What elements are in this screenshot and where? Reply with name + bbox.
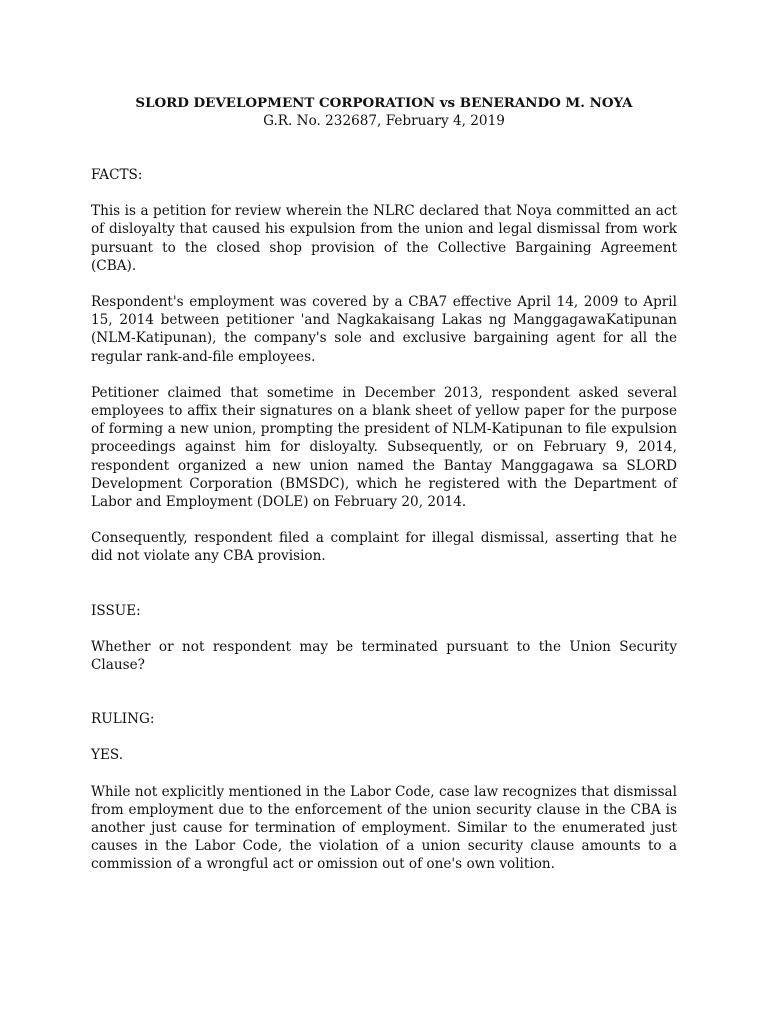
facts-paragraph-1: This is a petition for review wherein the NLRC declared that Noya committed an act of disloyalty that caused his expulsion from the union and legal dismissal from work pursuant to the closed shop provision of the Collective Bargaining Agreement (CBA). [91, 203, 677, 274]
facts-paragraph-4: Consequently, respondent filed a complaint for illegal dismissal, asserting that he did not violate any CBA provision. [91, 530, 677, 565]
facts-paragraph-3: Petitioner claimed that sometime in December 2013, respondent asked several employees to affix their signatures on a blank sheet of yellow paper for the purpose of forming a new union, prompting the president of NLM-Katipunan to file expulsion proceedings against him for disloyalty. Subsequently, or on February 9, 2014, respondent organized a new union named the Bantay Manggagawa sa SLORD Development Corporation (BMSDC), which he registered with the Department of Labor and Employment (DOLE) on February 20, 2014. [91, 384, 677, 511]
issue-heading: ISSUE: [91, 602, 141, 619]
facts-paragraph-2: Respondent's employment was covered by a CBA7 effective April 14, 2009 to April 15, 2014 between petitioner 'and Nagkakaisang Lakas ng ManggagawaKatipunan (NLM-Katipunan), the company's sole and exclusive bargaining agent for all the regular rank-and-file employees. [91, 294, 677, 365]
issue-text: Whether or not respondent may be terminated pursuant to the Union Security Clause? [91, 638, 677, 674]
case-title: SLORD DEVELOPMENT CORPORATION vs BENERANDO M. NOYA [135, 95, 633, 111]
document-body [91, 94, 677, 874]
ruling-heading: RULING: [91, 711, 155, 728]
case-citation: G.R. No. 232687, February 4, 2019 [263, 113, 505, 129]
facts-heading: FACTS: [91, 167, 143, 183]
ruling-text: While not explicitly mentioned in the Labor Code, case law recognizes that dismissal from employment due to the enforcement of the union security clause in the CBA is another just cause for termination of employment. Similar to the enumerated just causes in the Labor Code, the violation of a union security clause amounts to a commission of a wrongful act or omission out of one's own volition. [91, 783, 677, 873]
ruling-answer: YES. [91, 747, 124, 764]
